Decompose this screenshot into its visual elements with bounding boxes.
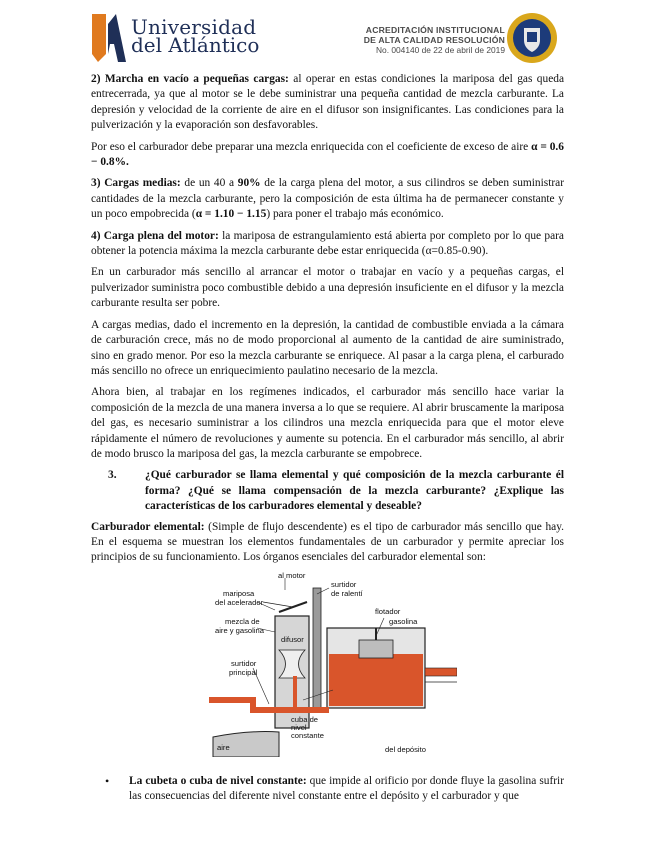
label-cuba-3: constante	[291, 730, 324, 740]
heading-idle: 2) Marcha en vacío a pequeñas cargas:	[91, 73, 289, 85]
label-flotador: flotador	[375, 606, 401, 616]
paragraph-medium-loads-depression: A cargas medias, dado el incremento en la depresión, la cantidad de combustible enviada a la cámara de carburación crece, más no de modo proporcional al aumento de la cantidad de aire suministrado, sino en grado menor. Por eso la mezcla carburante se enriquece. Al pasar a la carga plena, el carburado más sencillo no ofrece un enriquecimiento paulatino necesario de la mezcla.	[91, 318, 564, 377]
label-mezcla-1: mezcla de	[225, 616, 260, 626]
heading-full-load: 4) Carga plena del motor:	[91, 229, 219, 242]
accreditation-block	[364, 26, 505, 55]
text-enriched: Por eso el carburador debe preparar una mezcla enriquecida con el coeficiente de exceso de aire	[91, 140, 532, 153]
university-logo-text	[131, 15, 260, 58]
label-deposito: del depósito	[385, 744, 426, 754]
label-cuba-1: cuba de	[291, 714, 319, 724]
document-body	[91, 72, 564, 805]
logo-line-1: Universidad	[131, 15, 257, 39]
heading-elemental: Carburador elemental:	[91, 520, 205, 533]
carburetor-diagram-svg	[209, 572, 457, 757]
logo-line-2: del Atlántico	[131, 33, 260, 58]
paragraph-simple-carburetor: En un carburador más sencillo al arrancar el motor o trabajar en vacío y a pequeñas cargas, el pulverizador suministra poco combustible debido a una depresión insuficiente en el difusor y la mezcla carburante resulta ser pobre.	[91, 266, 564, 310]
label-al-motor: al motor	[278, 571, 306, 580]
label-cuba-2: nivel	[291, 722, 307, 732]
formula-alpha-1: α = 0.6 − 0.8%.	[91, 140, 564, 169]
text-medium-percent: 90%	[237, 177, 261, 190]
paragraph-elemental-carburetor	[91, 520, 564, 566]
accreditation-seal-icon	[506, 12, 558, 64]
label-surtidor-ralenti-1: surtidor	[331, 579, 357, 589]
accreditation-line-3: No. 004140 de 22 de abril de 2019	[376, 44, 505, 55]
question-3-text: ¿Qué carburador se llama elemental y qué composición de la mezcla carburante él forma? ¿Qué se llama compensación de la mezcla carburante? ¿Explique las características de los carburadores elemental y deseable?	[145, 469, 564, 513]
label-mariposa-1: mariposa	[223, 588, 255, 598]
label-surtidor-principal-1: surtidor	[231, 658, 257, 668]
bullet-body: que impide al orificio por donde fluye la gasolina sufrir las consecuencias del diferente nivel constante entre el depósito y el carburador y que	[129, 774, 564, 803]
bullet-text	[129, 774, 564, 805]
heading-medium: 3) Cargas medias:	[91, 177, 181, 190]
label-difusor: difusor	[281, 634, 304, 644]
label-mezcla-2: aire y gasolina	[215, 625, 264, 635]
paragraph-inverse-composition: Ahora bien, al trabajar en los regímenes indicados, el carburador más sencillo hace variar la composición de la mezcla de una manera inversa a lo que se requiere. Al abrir bruscamente la mariposa del gas, es necesario suministrar a los cilindros una mezcla enriquecida para que el motor eleve rápidamente el número de revoluciones y aumente su potencia. En el carburador más sencillo, al abrir de modo brusco la mariposa del gas, la mezcla carburante se empobrece.	[91, 386, 564, 460]
accreditation-line-1: ACREDITACIÓN INSTITUCIONAL	[365, 25, 505, 35]
accreditation-line-2: DE ALTA CALIDAD RESOLUCIÓN	[363, 34, 505, 45]
label-surtidor-principal-2: principal	[229, 667, 258, 677]
question-3-number: 3.	[108, 469, 117, 482]
text-medium-b: de la carga plena del motor, a sus cilindros se deben suministrar cantidades de la mezcla carburante, pero la composición de esta última ha de permanecer constante y un poco empobrecida (	[91, 177, 565, 221]
label-gasolina: gasolina	[389, 616, 418, 626]
bullet-dot-icon: •	[105, 773, 110, 788]
question-3	[91, 468, 564, 514]
list-item-cuba	[91, 774, 564, 805]
text-medium-c: ) para poner el trabajo más económico.	[266, 208, 444, 221]
text-idle: al operar en estas condiciones la mariposa del gas queda entrecerrada, ya que al motor se le debe suministrar una pequeña cantidad de mezcla carburante. La depresión y velocidad de la corriente de aire en el difusor son insignificantes. Las condiciones para la pulverización y la evaporación son desfavorables.	[91, 73, 564, 132]
text-medium-a: de un 40 a	[180, 177, 238, 190]
university-logo-icon	[92, 14, 126, 62]
paragraph-idle-small-loads	[91, 72, 564, 134]
bullet-heading: La cubeta o cuba de nivel constante:	[129, 774, 307, 787]
label-mariposa-2: del acelerador	[215, 597, 264, 607]
text-elemental: (Simple de flujo descendente) es el tipo de carburador más sencillo que hay. En el esquema se muestran los elementos fundamentales de un carburador y permite apreciar los principios de su funcionamiento. Los órganos esenciales del carburador elemental son:	[91, 520, 564, 564]
carburetor-diagram	[209, 572, 457, 757]
paragraph-full-load	[91, 229, 564, 260]
label-surtidor-ralenti-2: de ralentí	[331, 588, 363, 598]
paragraph-medium-loads	[91, 176, 564, 222]
text-full-load: la mariposa de estrangulamiento está abierta por completo por lo que para obtener la potencia máxima la mezcla carburante debe estar enriquecida (α=0.85-0.90).	[91, 229, 564, 258]
label-aire: aire	[217, 742, 230, 752]
formula-alpha-2: α = 1.10 − 1.15	[195, 208, 267, 221]
paragraph-enriched-mixture	[91, 140, 564, 171]
page-header	[0, 0, 655, 68]
